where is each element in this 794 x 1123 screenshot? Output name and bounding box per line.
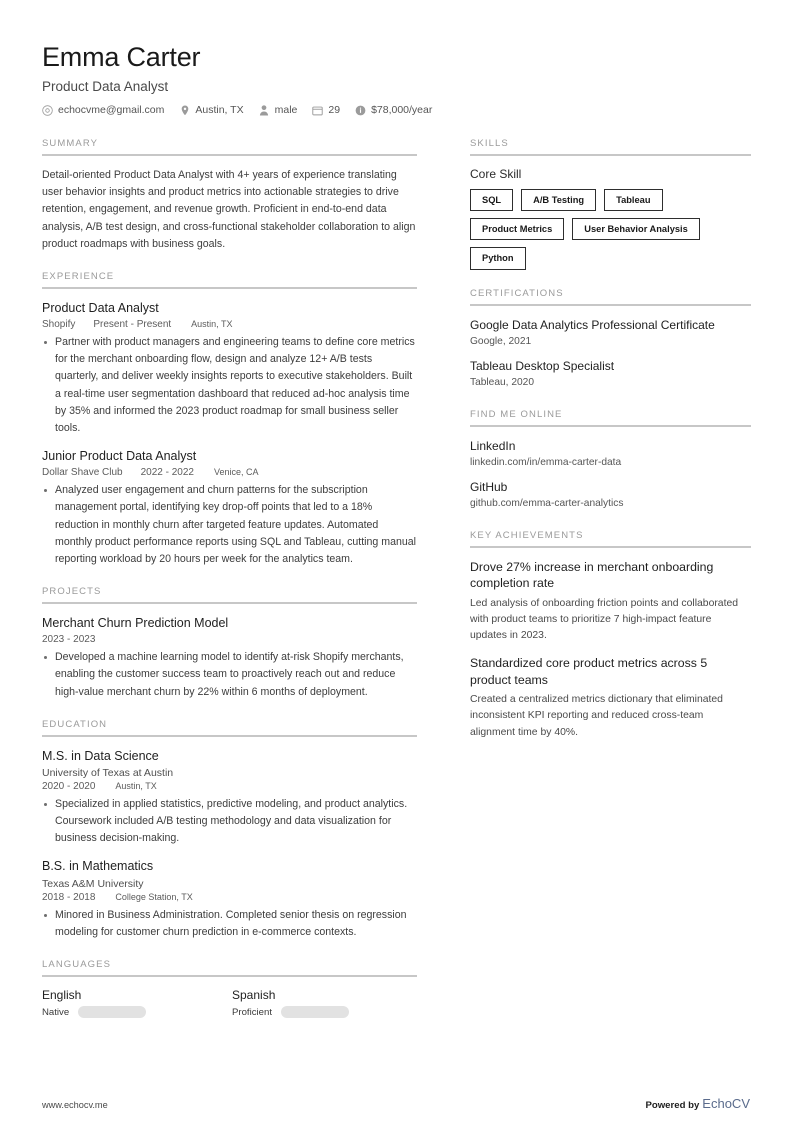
section-experience xyxy=(42,271,417,568)
certification-item xyxy=(470,317,751,350)
achievement-item xyxy=(470,655,751,741)
languages-list xyxy=(42,988,417,1018)
experience-dates: Present - Present xyxy=(93,319,172,331)
section-divider xyxy=(42,602,417,604)
project-entry xyxy=(42,615,417,701)
language-proficiency-bar xyxy=(281,1006,349,1018)
section-divider xyxy=(470,154,751,156)
experience-entry xyxy=(42,300,417,437)
left-column xyxy=(42,138,417,1036)
section-title-summary: SUMMARY xyxy=(42,138,99,150)
skills-group-label: Core Skill xyxy=(470,167,522,182)
online-profile-url[interactable]: linkedin.com/in/emma-carter-data xyxy=(470,456,622,468)
resume-body xyxy=(42,138,750,1036)
achievement-headline: Drove 27% increase in merchant onboarding completion rate xyxy=(470,559,714,591)
certification-issuer: Tableau, 2020 xyxy=(470,376,535,388)
experience-org: Dollar Shave Club xyxy=(42,467,123,479)
online-network-name: LinkedIn xyxy=(470,438,516,453)
bullet-item: Specialized in applied statistics, predictive modeling, and product analytics. Coursework included A/B testing methodology and data visualization for business decision-making. xyxy=(42,796,417,847)
bullet-item: Analyzed user engagement and churn patterns for the subscription management portal, identifying key drop-off points that led to a 18% reduction in monthly churn after targeted feature updates. Automated monthly product performance reports using SQL and Tableau, cutting manual reporting workload by 20 hours per week for the analytics team. xyxy=(42,482,417,568)
language-level: Native xyxy=(42,1006,70,1018)
section-projects xyxy=(42,586,417,701)
education-dates: 2018 - 2018 xyxy=(42,891,96,903)
resume-footer xyxy=(42,1096,750,1111)
skill-tag[interactable]: Product Metrics xyxy=(470,218,564,240)
section-divider xyxy=(42,287,417,289)
skills-tag-list xyxy=(470,189,751,270)
experience-bullets xyxy=(42,334,417,437)
section-key-achievements xyxy=(470,530,751,741)
section-title-languages: LANGUAGES xyxy=(42,959,112,971)
section-divider xyxy=(470,304,751,306)
calendar-icon xyxy=(312,105,323,116)
certification-name: Google Data Analytics Professional Certificate xyxy=(470,317,715,332)
skill-tag[interactable]: Python xyxy=(470,247,526,269)
online-network-name: GitHub xyxy=(470,479,508,494)
section-title-projects: PROJECTS xyxy=(42,586,102,598)
contact-location xyxy=(179,104,243,116)
experience-location: Austin, TX xyxy=(191,319,233,330)
achievement-headline: Standardized core product metrics across 5 product teams xyxy=(470,656,708,687)
online-profile-url[interactable]: github.com/emma-carter-analytics xyxy=(470,497,624,509)
section-title-skills: SKILLS xyxy=(470,138,509,150)
contact-location-value: Austin, TX xyxy=(195,104,244,117)
education-bullets xyxy=(42,907,417,941)
section-title-online: FIND ME ONLINE xyxy=(470,408,563,420)
contact-email-value: echocvme@gmail.com xyxy=(58,104,165,117)
section-divider xyxy=(42,975,417,977)
bullet-item: Minored in Business Administration. Completed senior thesis on regression modeling for customer churn prediction in e-commerce contexts. xyxy=(42,907,417,941)
section-title-education: EDUCATION xyxy=(42,718,108,730)
achievement-item xyxy=(470,559,751,645)
experience-location: Venice, CA xyxy=(214,467,259,478)
skill-tag[interactable]: A/B Testing xyxy=(521,189,596,211)
language-proficiency-bar xyxy=(78,1006,146,1018)
experience-meta xyxy=(42,319,417,330)
experience-role: Product Data Analyst xyxy=(42,300,159,315)
education-degree: B.S. in Mathematics xyxy=(42,859,154,874)
candidate-name: Emma Carter xyxy=(42,42,201,72)
contact-row xyxy=(42,104,750,116)
language-level: Proficient xyxy=(232,1006,272,1018)
section-divider xyxy=(42,735,417,737)
project-dates: 2023 - 2023 xyxy=(42,634,96,646)
experience-entry xyxy=(42,448,417,568)
education-dates: 2020 - 2020 xyxy=(42,781,96,793)
section-title-achievements: KEY ACHIEVEMENTS xyxy=(470,529,584,541)
education-meta xyxy=(42,781,417,792)
section-title-experience: EXPERIENCE xyxy=(42,270,115,282)
email-icon xyxy=(42,105,53,116)
certification-name: Tableau Desktop Specialist xyxy=(470,358,615,373)
summary-text: Detail-oriented Product Data Analyst with 4+ years of experience translating user behavior insights and product metrics into actionable strategies to drive retention, engagement, and revenue growth. Proficient in end-to-end data analysis, A/B test design, and cross-functional stakeholder collaboration to align product roadmaps with business goals. xyxy=(42,169,416,250)
education-entry xyxy=(42,748,417,848)
footer-site-url[interactable]: www.echocv.me xyxy=(42,1100,108,1110)
contact-age-value: 29 xyxy=(328,104,341,117)
contact-email xyxy=(42,104,164,116)
person-icon xyxy=(259,105,270,116)
section-find-me-online xyxy=(470,409,751,512)
experience-org: Shopify xyxy=(42,319,76,331)
language-item xyxy=(42,988,232,1018)
bullet-item: Developed a machine learning model to identify at-risk Shopify merchants, enabling the customer success team to proactively reach out and reduce high-value merchant churn by 22% within 6 months of deployment. xyxy=(42,649,417,700)
language-item xyxy=(232,988,422,1018)
section-summary xyxy=(42,138,417,253)
education-location: Austin, TX xyxy=(115,781,157,792)
section-divider xyxy=(470,546,751,548)
experience-role: Junior Product Data Analyst xyxy=(42,449,197,464)
salary-icon xyxy=(355,105,366,116)
experience-meta xyxy=(42,467,417,478)
language-level-row xyxy=(42,1006,232,1018)
section-skills xyxy=(470,138,751,270)
contact-salary-value: $78,000/year xyxy=(371,104,433,117)
bullet-item: Partner with product managers and engineering teams to define core metrics for the merchant onboarding flow, design and analyze 12+ A/B tests quarterly, and deliver weekly insights reports to executive stakeholders. Built a real-time user segmentation dashboard that reduced ad-hoc analysis time by 35% and informed the 2023 product roadmap for small business seller tools. xyxy=(42,334,417,437)
education-location: College Station, TX xyxy=(115,891,193,902)
project-meta xyxy=(42,634,417,645)
project-name: Merchant Churn Prediction Model xyxy=(42,616,229,631)
certification-item xyxy=(470,358,751,391)
education-entry xyxy=(42,858,417,941)
section-education xyxy=(42,719,417,941)
skill-tag[interactable]: User Behavior Analysis xyxy=(572,218,700,240)
contact-salary xyxy=(355,104,432,116)
online-profile-item xyxy=(470,438,751,471)
footer-brand-name: EchoCV xyxy=(702,1096,750,1111)
education-degree: M.S. in Data Science xyxy=(42,748,159,763)
section-divider xyxy=(470,425,751,427)
education-school: Texas A&M University xyxy=(42,877,144,890)
education-bullets xyxy=(42,796,417,847)
contact-age xyxy=(312,104,340,116)
language-name: English xyxy=(42,988,82,1003)
experience-dates: 2022 - 2022 xyxy=(140,467,194,479)
footer-powered-by-label: Powered by xyxy=(645,1100,700,1111)
section-divider xyxy=(42,154,417,156)
right-column xyxy=(470,138,751,759)
section-title-certifications: CERTIFICATIONS xyxy=(470,287,564,299)
section-certifications xyxy=(470,288,751,391)
resume-header xyxy=(42,42,750,116)
language-name: Spanish xyxy=(232,988,276,1003)
location-icon xyxy=(179,105,190,116)
section-languages xyxy=(42,959,417,1018)
achievement-description: Led analysis of onboarding friction points and collaborated with product teams to prioritize 7 high-impact feature updates in 2023. xyxy=(470,597,739,642)
education-school: University of Texas at Austin xyxy=(42,767,174,780)
education-meta xyxy=(42,892,417,903)
contact-gender xyxy=(259,104,298,116)
achievement-description: Created a centralized metrics dictionary that eliminated inconsistent KPI reporting and reduced cross-team alignment time by 40%. xyxy=(470,694,723,738)
language-level-row xyxy=(232,1006,422,1018)
project-bullets xyxy=(42,649,417,700)
certification-issuer: Google, 2021 xyxy=(470,335,532,347)
contact-gender-value: male xyxy=(274,104,298,117)
online-profile-item xyxy=(470,479,751,512)
footer-branding xyxy=(645,1096,750,1111)
skill-tag[interactable]: Tableau xyxy=(604,189,662,211)
experience-bullets xyxy=(42,482,417,568)
candidate-headline: Product Data Analyst xyxy=(42,79,169,95)
skill-tag[interactable]: SQL xyxy=(470,189,513,211)
